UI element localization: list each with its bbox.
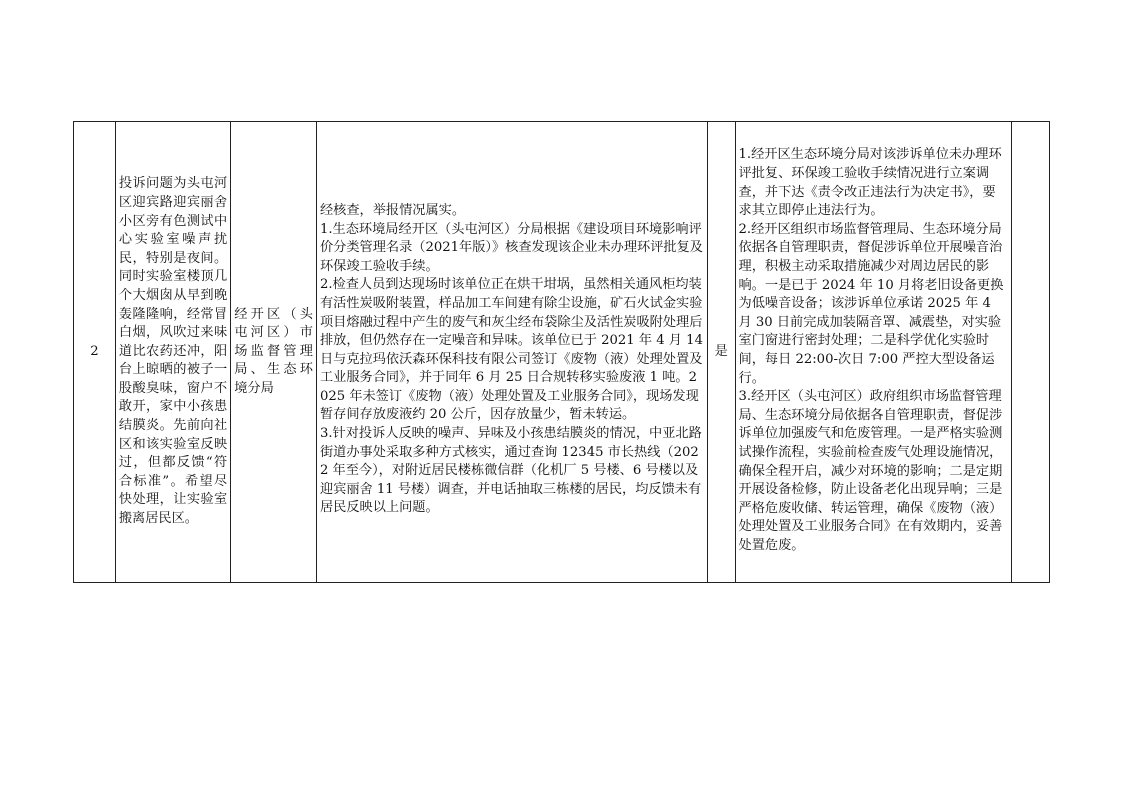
- finding-paragraph-2: 2.检查人员到达现场时该单位正在烘干坩埚，虽然相关通风柜均装有活性炭吸附装置，样品加工车间建有除尘设施，矿石火试金实验项目熔融过程中产生的废气和灰尘经布袋除尘及活性炭吸附处理后排放，但仍然存在一定噪音和异味。该单位已于 2021 年 4 月 14 日与克拉玛依沃森环保科技有限公司签订《废物（液）处理处置及工业服务合同》，并于同年 6 月 25 日合规转移实验废液 1 吨。2025 年未签订《废物（液）处理处置及工业服务合同》，现场发现暂存间存放废液约 20 公斤，因存放量少，暂未转运。: [319, 277, 703, 423]
- finding-paragraph-3: 3.针对投诉人反映的噪声、异味及小孩患结膜炎的情况，中亚北路街道办事处采取多种方式核实，通过查询 12345 市长热线（2022 年至今），对附近居民楼栋微信群（化机厂 5 号楼、6 号楼以及迎宾丽舍 11 号楼）调查，并电话抽取三栋楼的居民，均反馈未有居民反映以上问题。: [319, 426, 702, 516]
- finding-paragraph-0: 经核查，举报情况属实。: [319, 202, 466, 218]
- action-cell: [735, 122, 1012, 583]
- action-paragraph-1: 2.经开区组织市场监督管理局、生态环境分局依据各自管理职责，督促涉诉单位开展噪音治理，积极主动采取措施减少对周边居民的影响。一是已于 2024 年 10 月将老旧设备更换为低噪音设备；该涉诉单位承诺 2025 年 4 月 30 日前完成加装隔音罩、减震垫，对实验室门窗进行密封处理；二是科学优化实验时间，每日 22:00-次日 7:00 严控大型设备运行。: [738, 221, 1004, 386]
- action-paragraph-0: 1.经开区生态环境分局对该涉诉单位未办理环评批复、环保竣工验收手续情况进行立案调查，并下达《责令改正违法行为决定书》，要求其立即停止违法行为。: [738, 147, 1002, 219]
- verdict-cell: 是: [707, 122, 735, 583]
- finding-paragraph-1: 1.生态环境局经开区（头屯河区）分局根据《建设项目环境影响评价分类管理名录（2021年版）》核查发现该企业未办理环评批复及环保竣工验收手续。: [319, 221, 703, 274]
- remark-cell: [1012, 122, 1050, 583]
- action-paragraph-2: 3.经开区（头屯河区）政府组织市场监督管理局、生态环境分局依据各自管理职责，督促涉诉单位加强废气和危废管理。一是严格实验测试操作流程，实验前检查废气处理设施情况，确保全程开启，减少对环境的影响；二是定期开展设备检修，防止设备老化出现异响；三是严格危废收储、转运管理，确保《废物（液）处理处置及工业服务合同》在有效期内，妥善处置危废。: [738, 389, 1003, 553]
- table-row: [74, 122, 1050, 583]
- department-cell: 经开区（头屯河区）市场监督管理局、生态环境分局: [231, 122, 317, 583]
- finding-cell: [316, 122, 707, 583]
- complaint-table: [73, 121, 1050, 583]
- row-index-cell: 2: [74, 122, 116, 583]
- complaint-cell: 投诉问题为头屯河区迎宾路迎宾丽舍小区旁有色测试中心实验室噪声扰民，特别是夜间。同时实验室楼顶几个大烟囱从早到晚轰隆隆响，经常冒白烟，风吹过来味道比农药还冲，阳台上晾晒的被子一股酸臭味，窗户不敢开，家中小孩患结膜炎。先前向社区和该实验室反映过，但都反馈“符合标准”。希望尽快处理，让实验室搬离居民区。: [115, 122, 230, 583]
